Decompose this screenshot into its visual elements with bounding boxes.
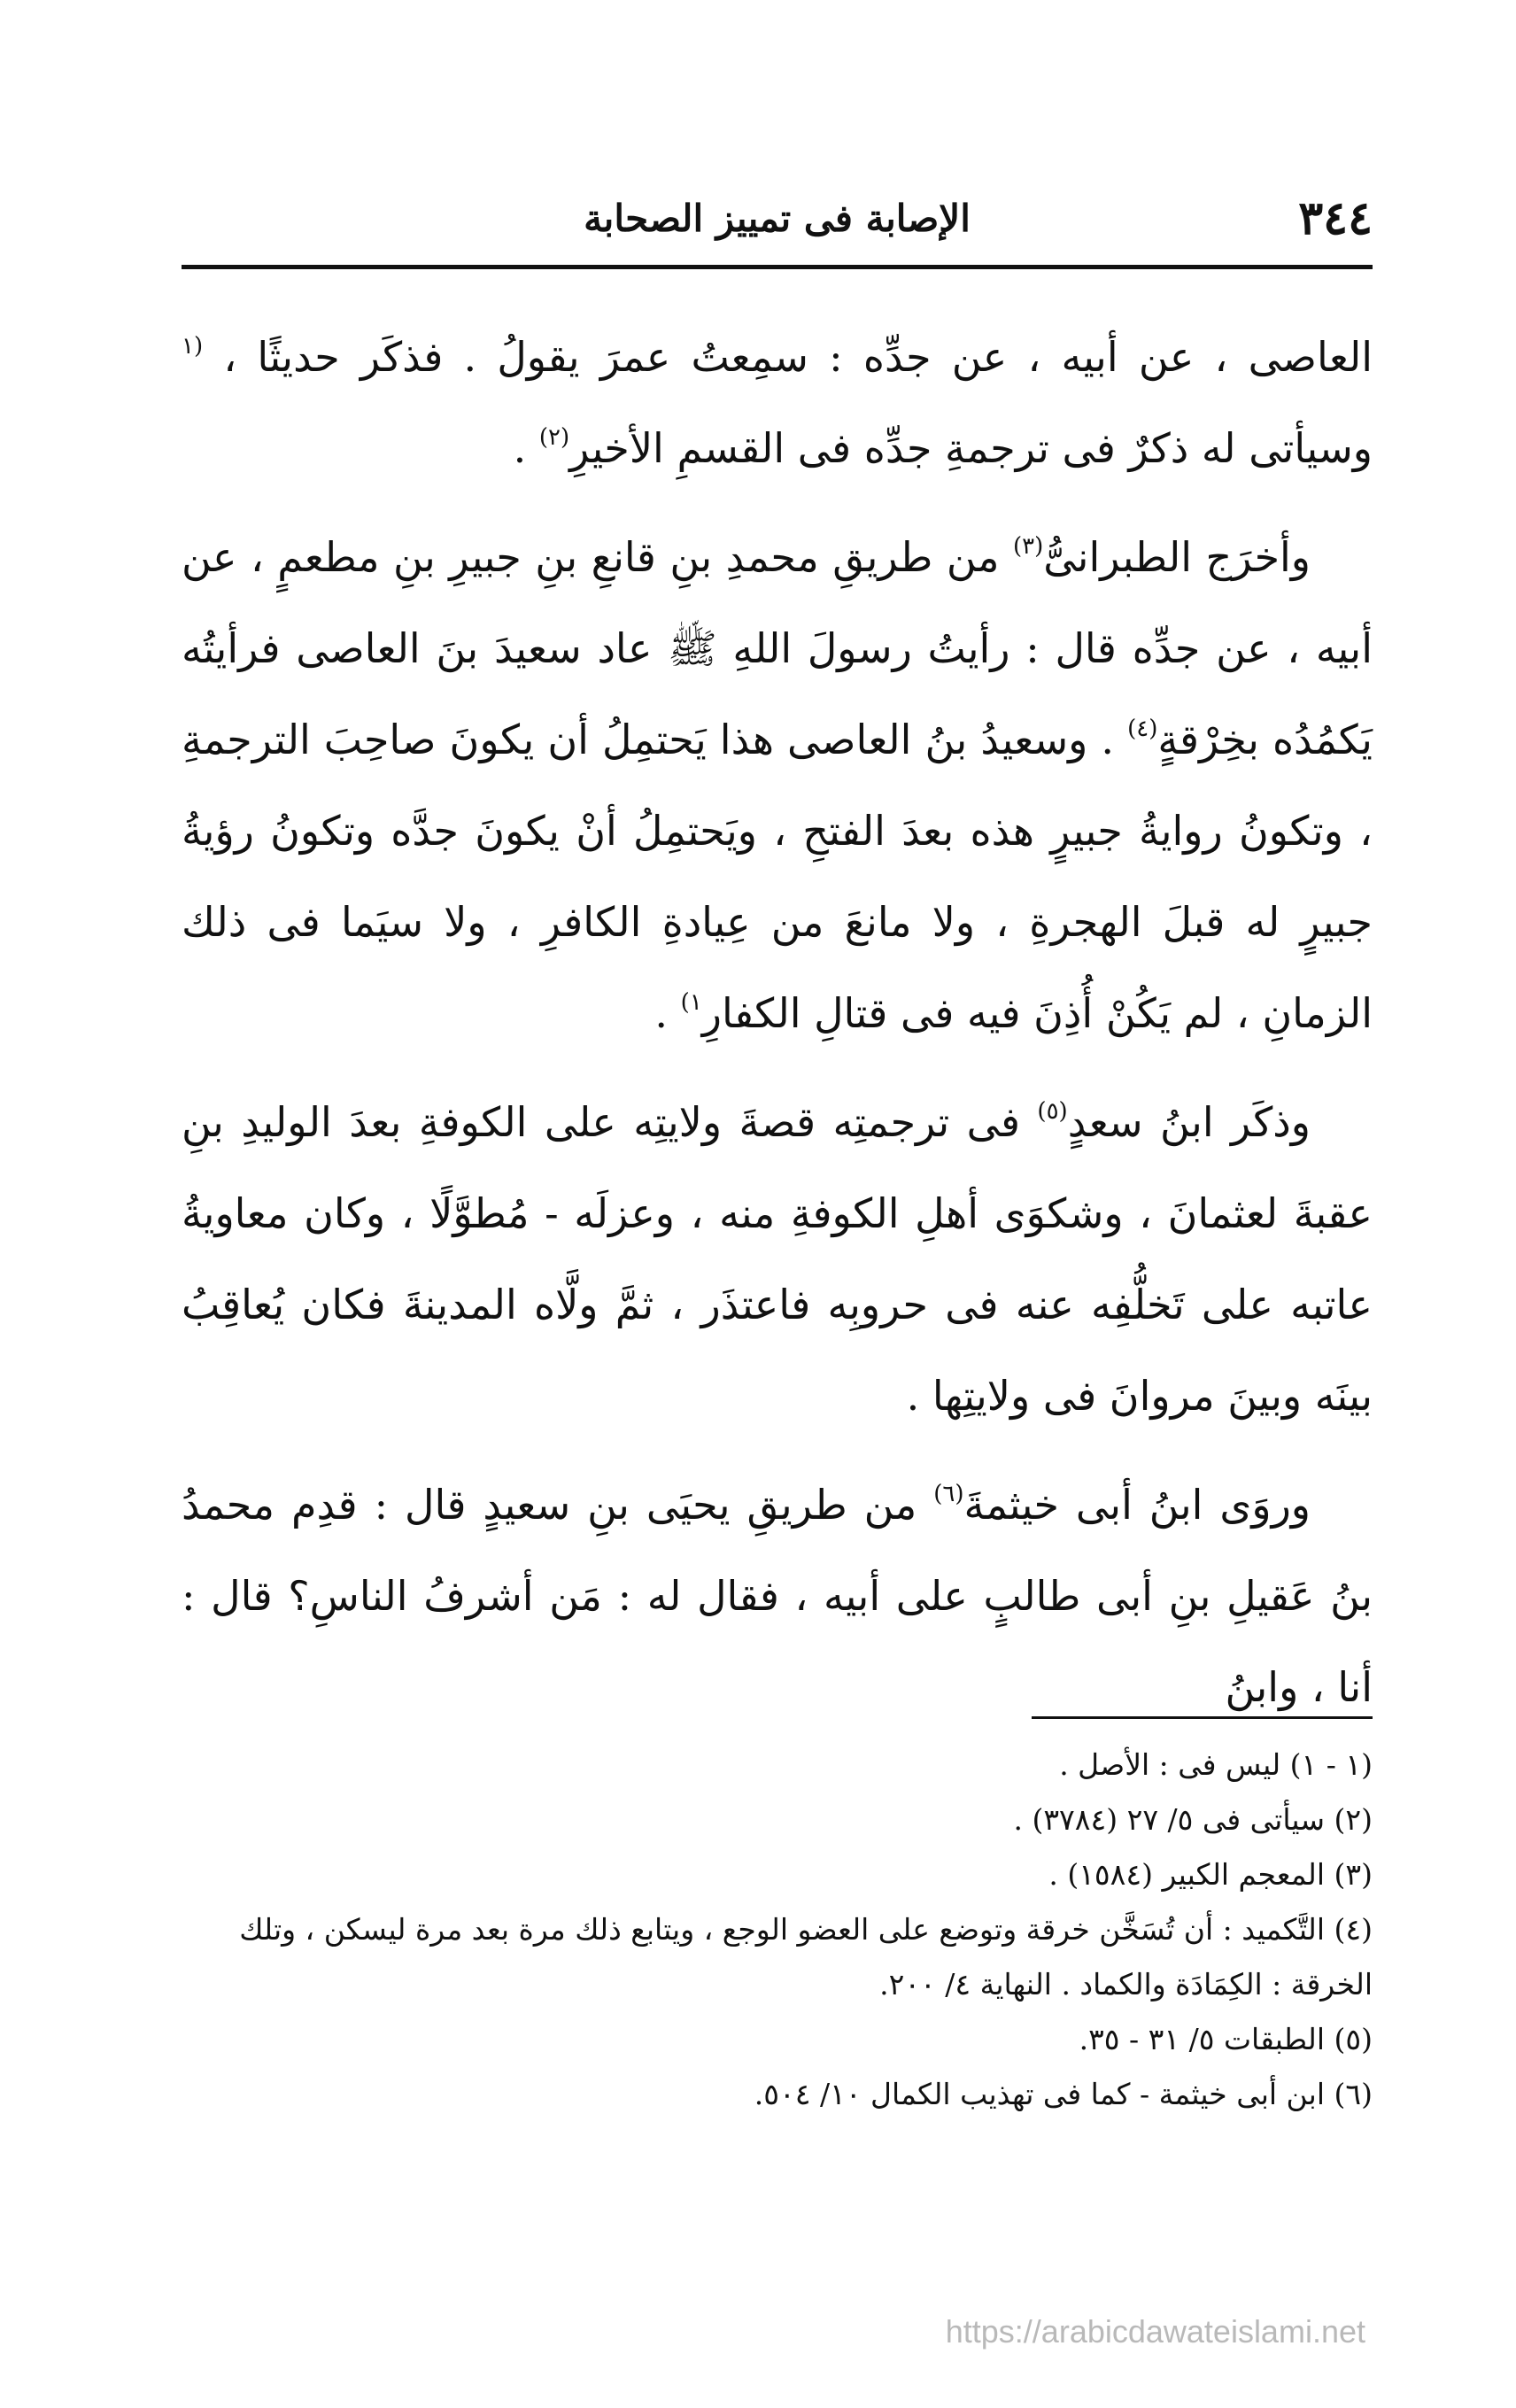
paragraph-2-text-a: وأخرَج الطبرانىُّ (1043, 533, 1311, 581)
main-text (182, 312, 1373, 1751)
footnote-marker-1-end: ١) (680, 989, 702, 1016)
footnote-4: (٤) التَّكميد : أن تُسَخَّن خرقة وتوضع على العضو الوجع ، ويتابع ذلك مرة بعد مرة ليسكن ، وتلك الخرقة : الكِمَادَة والكماد . النهاية ٤/ ٢٠٠. (239, 1912, 1373, 2002)
footnote-5: (٥) الطبقات ٥/ ٣١ - ٣٥. (1079, 2022, 1373, 2056)
page-header (182, 188, 1373, 250)
paragraph-4-text-a: وروَى ابنُ أبى خيثمةَ (963, 1481, 1311, 1529)
footnote-2: (٢) سيأتى فى ٥/ ٢٧ (٣٧٨٤) . (1013, 1802, 1373, 1837)
paragraph-2-text-c: . وسعيدُ بنُ العاصى هذا يَحتمِلُ أن يكونَ صاحِبَ الترجمةِ ، وتكونُ روايةُ جبيرٍ هذه بعدَ الفتحِ ، ويَحتمِلُ أنْ يكونَ جدَّه وتكونُ رؤيةُ جبيرٍ له قبلَ الهجرةِ ، ولا مانعَ من عِيادةِ الكافرِ ، ولا سيَما فى ذلك الزمانِ ، لم يَكُنْ أُذِنَ فيه فى قتالِ الكفارِ (182, 716, 1373, 1037)
paragraph-2 (182, 512, 1373, 1059)
footnote-3: (٣) المعجم الكبير (١٥٨٤) . (1048, 1857, 1373, 1892)
paragraph-3 (182, 1077, 1373, 1442)
footnote-marker-1: (١ (182, 333, 204, 360)
footnote-marker-6: (٦) (933, 1481, 964, 1507)
paragraph-4 (182, 1460, 1373, 1733)
footnotes (182, 1738, 1373, 2122)
paragraph-4-text-b: من طريقِ يحيَى بنِ سعيدٍ قال : قدِم محمدُ بنُ عَقيلِ بنِ أبى طالبٍ على أبيه ، فقال له : مَن أشرفُ الناسِ؟ قال : أنا ، وابنُ (182, 1481, 1373, 1711)
paragraph-2-text-b: من طريقِ محمدِ بنِ قانعِ بنِ جبيرِ بنِ مطعمٍ ، عن أبيه ، عن جدِّه قال : رأيتُ رسولَ اللهِ ﷺ عاد سعيدَ بنَ العاصى فرأيتُه يَكمُدُه بخِرْقةٍ (182, 533, 1373, 763)
footnote-separator (1032, 1716, 1373, 1719)
footnote-6: (٦) ابن أبى خيثمة - كما فى تهذيب الكمال ١٠/ ٥٠٤. (754, 2077, 1373, 2111)
header-rule (182, 265, 1373, 269)
paragraph-1-text-b: وسيأتى له ذكرٌ فى ترجمةِ جدِّه فى القسمِ الأخيرِ (569, 424, 1373, 472)
watermark-url: https://arabicdawateislami.net (945, 2313, 1365, 2350)
running-title: الإصابة فى تمييز الصحابة (584, 197, 971, 240)
page-number: ٣٤٤ (1298, 191, 1373, 245)
paragraph-1-text-a: العاصى ، عن أبيه ، عن جدِّه : سمِعتُ عمرَ يقولُ . فذكَر حديثًا ، (203, 333, 1373, 381)
footnote-marker-4: (٤) (1127, 716, 1158, 742)
paragraph-1 (182, 312, 1373, 494)
footnote-1: (١ - ١) ليس فى : الأصل . (1059, 1747, 1373, 1782)
footnote-marker-5: (٥) (1037, 1098, 1068, 1125)
footnote-marker-2: (٢) (538, 424, 570, 451)
paragraph-2-text-d: . (654, 989, 681, 1037)
paragraph-3-text-b: فى ترجمتِه قصةَ ولايتِه على الكوفةِ بعدَ الوليدِ بنِ عقبةَ لعثمانَ ، وشكوَى أهلِ الكوفةِ منه ، وعزلَه - مُطوَّلًا ، وكان معاويةُ عاتبه على تَخلُّفِه عنه فى حروبِه فاعتذَر ، ثمَّ ولَّاه المدينةَ فكان يُعاقِبُ بينَه وبينَ مروانَ فى ولايتِها . (182, 1098, 1373, 1420)
footnote-marker-3: (٣) (1013, 533, 1044, 560)
paragraph-1-text-c: . (513, 424, 539, 472)
paragraph-3-text-a: وذكَر ابنُ سعدٍ (1067, 1098, 1311, 1146)
